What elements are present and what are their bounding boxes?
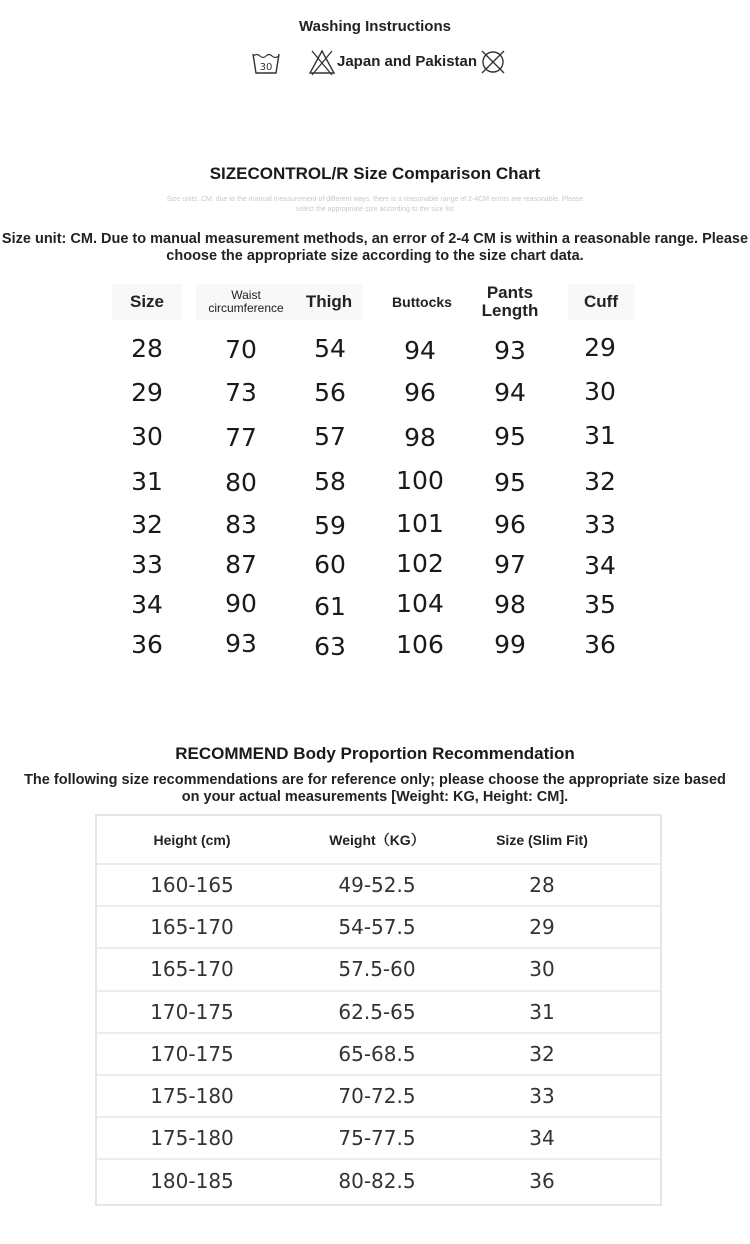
- recommendation-row: [97, 907, 660, 949]
- size-chart-note: Size unit: CM. Due to manual measurement methods, an error of 2-4 CM is within a reasonable range. Please choose the appropriate size according to the size chart data.: [1, 231, 749, 264]
- recommendation-cell: 180-185: [150, 1169, 234, 1194]
- recommendation-cell: 31: [529, 999, 555, 1024]
- size-table-cell: 33: [131, 550, 163, 579]
- recommendation-cell: 62.5-65: [338, 999, 416, 1024]
- size-table-cell: 104: [396, 589, 444, 618]
- recommendation-cell: 175-180: [150, 1126, 234, 1151]
- size-table-cell: 99: [494, 630, 526, 659]
- size-table-cell: 60: [314, 550, 346, 579]
- recommendation-cell: 65-68.5: [338, 1041, 416, 1066]
- size-table-cell: 96: [404, 378, 436, 407]
- recommendation-cell: 170-175: [150, 999, 234, 1024]
- size-chart-title: SIZECONTROL/R Size Comparison Chart: [209, 164, 541, 183]
- size-table-cell: 102: [396, 549, 444, 578]
- size-table-cell: 58: [314, 467, 346, 496]
- size-table: [100, 282, 660, 672]
- header-size-slim-fit: Size (Slim Fit): [496, 831, 588, 848]
- header-height: Height (cm): [153, 831, 231, 848]
- size-table-cell: 59: [314, 511, 346, 540]
- recommendation-table: [95, 814, 662, 1206]
- recommendation-cell: 32: [529, 1041, 555, 1066]
- size-chart-faint-note: Size units: CM, due to the manual measurement of different ways, there is a reasonable range of 2-4CM errors are reasonable. Please select the appropriate size according to the size list: [166, 196, 584, 213]
- size-table-cell: 56: [314, 378, 346, 407]
- header-pants-line1: Pants: [486, 283, 534, 303]
- size-table-cell: 29: [131, 378, 163, 407]
- recommendation-cell: 34: [529, 1126, 555, 1151]
- size-table-cell: 28: [131, 334, 163, 363]
- size-table-cell: 29: [584, 333, 616, 362]
- size-table-cell: 30: [131, 422, 163, 451]
- size-table-cell: 54: [314, 334, 346, 363]
- recommendation-row: [97, 865, 660, 907]
- size-table-cell: 96: [494, 510, 526, 539]
- size-table-cell: 95: [494, 422, 526, 451]
- size-table-cell: 97: [494, 550, 526, 579]
- header-waist-line1: Waist: [231, 288, 261, 303]
- size-table-cell: 93: [225, 629, 257, 658]
- no-bleach-icon: [308, 48, 336, 81]
- size-table-cell: 101: [396, 509, 444, 538]
- size-table-cell: 30: [584, 377, 616, 406]
- size-table-cell: 100: [396, 466, 444, 495]
- size-table-cell: 31: [584, 421, 616, 450]
- recommendation-row: [97, 1034, 660, 1076]
- recommendation-cell: 80-82.5: [338, 1169, 416, 1194]
- recommendation-cell: 165-170: [150, 957, 234, 982]
- size-table-cell: 73: [225, 378, 257, 407]
- recommendation-cell: 70-72.5: [338, 1084, 416, 1109]
- size-table-cell: 70: [225, 335, 257, 364]
- recommendation-cell: 49-52.5: [338, 873, 416, 898]
- size-table-cell: 34: [131, 590, 163, 619]
- size-table-cell: 63: [314, 632, 346, 661]
- size-table-cell: 87: [225, 550, 257, 579]
- header-cuff: Cuff: [568, 284, 634, 320]
- recommendation-row: [97, 992, 660, 1034]
- size-table-cell: 36: [131, 630, 163, 659]
- recommendation-cell: 28: [529, 873, 555, 898]
- size-table-cell: 31: [131, 467, 163, 496]
- header-waist-line2: circumference: [208, 301, 284, 315]
- washing-icons-row: [0, 48, 750, 78]
- size-table-cell: 32: [584, 467, 616, 496]
- size-table-cell: 77: [225, 423, 257, 452]
- recommendation-cell: 54-57.5: [338, 915, 416, 940]
- header-buttocks: Buttocks: [384, 284, 460, 320]
- recommendation-cell: 33: [529, 1084, 555, 1109]
- size-table-cell: 94: [494, 378, 526, 407]
- size-table-cell: 83: [225, 510, 257, 539]
- wash-30-icon: [251, 48, 281, 81]
- size-table-cell: 106: [396, 630, 444, 659]
- header-pants-length: [468, 282, 552, 322]
- size-table-cell: 57: [314, 422, 346, 451]
- size-table-cell: 35: [584, 590, 616, 619]
- svg-text:30: 30: [259, 62, 273, 73]
- recommendation-cell: 160-165: [150, 873, 234, 898]
- recommendation-cell: 29: [529, 915, 555, 940]
- washing-note: Japan and Pakistan: [337, 53, 478, 70]
- size-table-cell: 98: [494, 590, 526, 619]
- recommendation-cell: 175-180: [150, 1084, 234, 1109]
- recommendation-row: [97, 949, 660, 991]
- size-table-cell: 95: [494, 468, 526, 497]
- no-tumble-dry-icon: [479, 48, 507, 81]
- header-thigh: Thigh: [296, 284, 362, 320]
- header-pants-line2: Length: [481, 301, 539, 320]
- size-table-cell: 80: [225, 468, 257, 497]
- size-table-cell: 94: [404, 336, 436, 365]
- size-table-cell: 34: [584, 551, 616, 580]
- size-table-cell: 93: [494, 336, 526, 365]
- recommendation-title: RECOMMEND Body Proportion Recommendation: [175, 744, 575, 763]
- recommendation-row: [97, 1076, 660, 1118]
- recommendation-cell: 170-175: [150, 1041, 234, 1066]
- header-weight: Weight（KG）: [329, 831, 425, 848]
- recommendation-cell: 57.5-60: [338, 957, 416, 982]
- recommendation-row: [97, 1160, 660, 1202]
- recommendation-row: [97, 1118, 660, 1160]
- recommendation-note: The following size recommendations are for reference only; please choose the appropriate size based on your actual measurements [Weight: KG, Height: CM].: [24, 772, 726, 805]
- size-table-cell: 32: [131, 510, 163, 539]
- recommendation-header-row: [97, 816, 660, 865]
- recommendation-cell: 36: [529, 1169, 555, 1194]
- recommendation-cell: 30: [529, 957, 555, 982]
- recommendation-cell: 165-170: [150, 915, 234, 940]
- recommendation-cell: 75-77.5: [338, 1126, 416, 1151]
- size-table-cell: 61: [314, 592, 346, 621]
- size-table-cell: 36: [584, 630, 616, 659]
- header-waist: [196, 284, 296, 320]
- size-table-cell: 98: [404, 423, 436, 452]
- washing-instructions-title: Washing Instructions: [299, 18, 451, 35]
- size-table-cell: 90: [225, 589, 257, 618]
- size-table-cell: 33: [584, 510, 616, 539]
- header-size: Size: [112, 284, 182, 320]
